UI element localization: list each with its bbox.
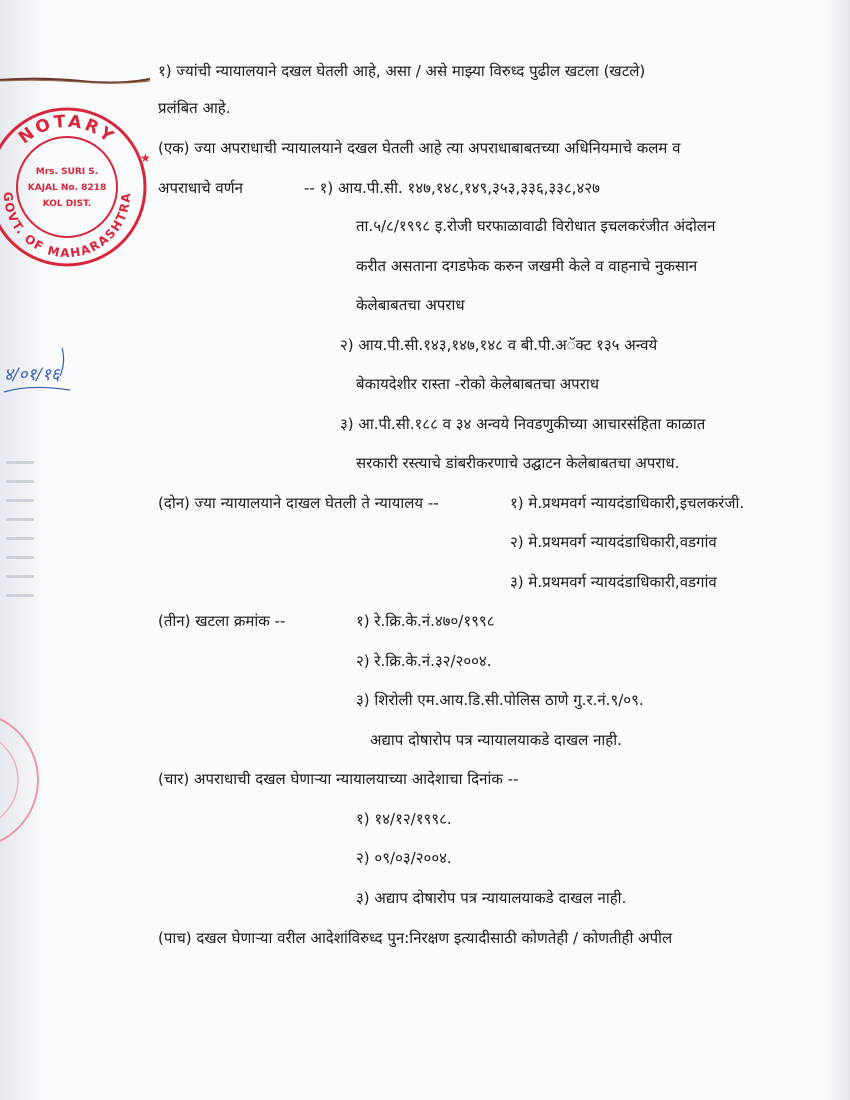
margin-note-text: ४/०१/१६: [4, 365, 60, 385]
stamp-top-text: NOTARY: [14, 111, 120, 149]
line-5: ता.५/८/१९९८ इ.रोजी घरफाळावाढी विरोधात इचलकरंजीत अंदोलन: [356, 217, 716, 235]
line-14: ३) मे.प्रथमवर्ग न्यायदंडाधिकारी,वडगांव: [510, 573, 717, 591]
line-9: बेकायदेशीर रास्ता -रोको केलेबाबतचा अपराध: [356, 375, 599, 393]
line-20: १) १४/१२/१९९८.: [356, 810, 452, 828]
line-13: २) मे.प्रथमवर्ग न्यायदंडाधिकारी,वडगांव: [510, 533, 717, 551]
stamp-bottom-text: GOVT. OF MAHARASHTRA: [0, 191, 134, 261]
partial-stamp: [0, 690, 40, 870]
stamp-star-icon: ★: [140, 151, 151, 165]
stamp-district-text: KOL DIST.: [42, 199, 92, 209]
stamp-reg-text: KAJAL No. 8218: [27, 183, 107, 193]
line-6: करीत असताना दगडफेक करुन जखमी केले व वाहनाचे नुकसान: [356, 257, 698, 275]
line-3: (एक) ज्या अपराधाची न्यायालयाने दखल घेतली आहे त्या अपराधाबाबतच्या अधिनियमाचे कलम व: [158, 139, 681, 157]
line-7: केलेबाबतचा अपराध: [356, 296, 465, 314]
line-10: ३) आ.पी.सी.१८८ व ३४ अन्वये निवडणुकीच्या आचारसंहिता काळात: [340, 415, 706, 433]
line-12-label: (दोन) ज्या न्यायालयाने दाखल घेतली ते न्यायालय --: [158, 494, 439, 512]
line-21: २) ०९/०३/२००४.: [356, 849, 452, 867]
line-2: प्रलंबित आहे.: [158, 99, 231, 117]
line-1: १) ज्यांची न्यायालयाने दखल घेतली आहे, असा / असे माझ्या विरुध्द पुढील खटला (खटले): [158, 62, 646, 80]
line-19: (चार) अपराधाची दखल घेणाऱ्या न्यायालयाच्या आदेशाचा दिनांक --: [158, 770, 519, 788]
line-23: (पाच) दखल घेणाऱ्या वरील आदेशांविरुध्द पुन:निरक्षण इत्यादीसाठी कोणतेही / कोणतीही अपील: [158, 929, 673, 947]
stamp-name-text: Mrs. SURI S.: [35, 167, 99, 177]
line-8: २) आय.पी.सी.१४३,१४७,१४८ व बी.पी.अॅक्ट १३५ अन्वये: [340, 336, 658, 354]
line-17: ३) शिरोली एम.आय.डि.सी.पोलिस ठाणे गु.र.नं.९/०९.: [356, 691, 644, 709]
line-18: अद्याप दोषारोप पत्र न्यायालयाकडे दाखल नाही.: [370, 731, 622, 749]
line-11: सरकारी रस्त्याचे डांबरीकरणाचे उद्घाटन केलेबाबतचा अपराध.: [356, 454, 680, 472]
line-15-label: (तीन) खटला क्रमांक --: [158, 612, 286, 630]
right-scan-edge: [826, 0, 850, 1100]
line-4-label: अपराधाचे वर्णन: [158, 179, 243, 197]
notary-stamp: [0, 102, 152, 272]
binding-thread: [0, 76, 150, 84]
line-16: २) रे.क्रि.के.नं.३२/२००४.: [356, 652, 492, 670]
faint-bleedthrough: [0, 445, 40, 625]
line-4-value: -- १) आय.पी.सी. १४७,१४८,१४९,३५३,३३६,३३८,४२७: [304, 179, 600, 197]
handwritten-margin-note: [0, 340, 90, 410]
line-22: ३) अद्याप दोषारोप पत्र न्यायालयाकडे दाखल नाही.: [356, 889, 627, 907]
line-15-value: १) रे.क्रि.के.नं.४७०/१९९८: [356, 612, 495, 630]
line-12-value: १) मे.प्रथमवर्ग न्यायदंडाधिकारी,इचलकरंजी.: [510, 494, 745, 512]
